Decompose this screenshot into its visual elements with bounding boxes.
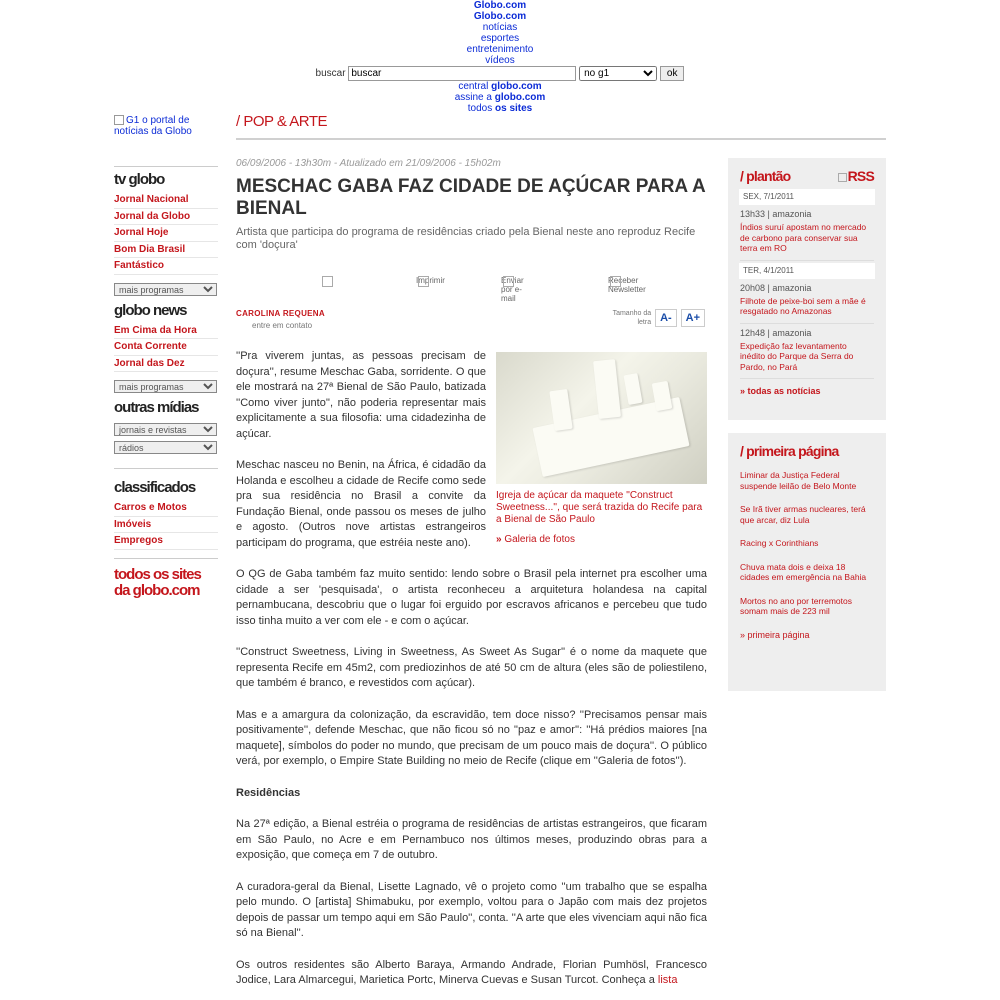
section-divider	[236, 138, 886, 140]
nav-noticias[interactable]: notícias	[482, 22, 518, 33]
photo-sugar-tower	[624, 373, 643, 405]
headline-link[interactable]: Se Irã tiver armas nucleares, terá que arcar, diz Lula	[740, 504, 866, 525]
article-paragraph: Meschac nasceu no Benin, na África, é cidadão da Holanda e escolheu a cidade de Recife como sede pra sua residência no Brasil a convite da Fundação Bienal, onde passou os meses de julho e agosto. (Outros nove artistas estrangeiros participam do programa, que estréia neste ano).	[236, 459, 486, 549]
news-tag: amazonia	[772, 327, 812, 338]
sugar-model-photo[interactable]	[496, 352, 707, 484]
all-news-link[interactable]: » todas as notícias	[740, 386, 821, 396]
newsletter-label: Receber Newsletter	[608, 276, 646, 294]
plantao-box	[728, 158, 886, 420]
search-ok-button[interactable]: ok	[660, 66, 685, 81]
sidebar-divider	[114, 166, 218, 167]
photo-sugar-tower	[593, 359, 621, 419]
nav-esportes[interactable]: esportes	[480, 33, 520, 44]
news-item[interactable]	[740, 205, 874, 261]
sidebar-item-jornal-da-globo[interactable]: Jornal da Globo	[114, 209, 218, 226]
globonews-more-select[interactable]	[114, 380, 217, 393]
news-time-value: 12h48	[740, 327, 766, 338]
radios-select[interactable]	[114, 441, 217, 454]
primeira-pagina-link[interactable]: » primeira página	[740, 629, 810, 640]
font-decrease-button[interactable]: A-	[655, 309, 677, 327]
search-input[interactable]	[348, 66, 576, 81]
article-subheading: Residências	[236, 786, 301, 799]
contact-link[interactable]: entre em contato	[252, 321, 313, 330]
news-title[interactable]: Filhote de peixe-boi sem a mãe é resgatado no Amazonas	[740, 295, 866, 316]
search-label: buscar	[315, 68, 346, 79]
news-title[interactable]: Índios suruí apostam no mercado de carbono para conservar sua terra em RO	[740, 222, 867, 253]
day-bar: SEX, 7/1/2011	[739, 189, 875, 205]
sidebar-item-empregos[interactable]: Empregos	[114, 533, 218, 550]
globo-brand-link[interactable]: Globo.com	[473, 0, 527, 11]
gallery-link[interactable]	[496, 532, 707, 548]
section-slash: /	[236, 113, 240, 130]
sidebar-divider	[114, 468, 218, 469]
font-size-controls	[611, 309, 705, 327]
article-paragraph: Na 27ª edição, a Bienal estréia o programa de residências de artistas estrangeiros, que ficaram em São Paulo, no Acre e em Pernambuco nos últimos meses, produzindo obras para a exposição, que começa em 7 de outubro.	[236, 818, 707, 861]
news-item[interactable]	[740, 279, 874, 324]
central-globo-link[interactable]	[458, 81, 541, 92]
nav-entretenimento[interactable]: entretenimento	[466, 44, 534, 55]
globo-top-bar	[0, 0, 1000, 66]
article-subhead: Artista que participa do programa de residências criado pela Bienal neste ano reproduz Recife com 'doçura'	[236, 226, 696, 251]
g1-logo-link[interactable]	[114, 115, 224, 137]
residents-list-link[interactable]: lista	[657, 974, 678, 986]
plantao-title-text: / plantão	[740, 168, 791, 184]
jornais-revistas-select[interactable]	[114, 423, 217, 436]
article	[236, 158, 707, 1000]
primeira-pagina-title: / primeira página	[740, 443, 839, 459]
article-paragraph: A curadora-geral da Bienal, Lisette Lagnado, vê o projeto como ''um trabalho que se espalha pelo mundo. O [artista] Shimabuku, por exemplo, voltou para o Japão com mais dez projetos depois de passar um tempo aqui em São Paulo'', conta. ''A arte que eles vivenciam aqui não fica só na Bienal''.	[236, 880, 707, 939]
article-body	[236, 349, 707, 989]
article-headline: MESCHAC GABA FAZ CIDADE DE AÇÚCAR PARA A BIENAL	[236, 176, 706, 219]
rss-link[interactable]	[838, 168, 874, 184]
newsletter-icon	[610, 276, 621, 287]
email-icon	[503, 276, 514, 287]
plantao-title	[740, 158, 874, 189]
primeira-pagina-box	[728, 433, 886, 691]
news-item[interactable]	[740, 324, 874, 380]
tvglobo-more-select[interactable]	[114, 283, 217, 296]
central-bold: globo.com	[491, 81, 542, 92]
gallery-link-label: Galeria de fotos	[504, 534, 575, 545]
broken-image-icon	[114, 115, 124, 125]
article-paragraph: Mas e a amargura da colonização, da escravidão, tem doce nisso? ''Precisamos pensar mais positivamente'', defende Meschac, que não ficou só no ''paz e amor'': ''Há prédios maiores [na maquete], símbolos do poder no mundo, que precisam de um pouco mais de doçura''. O público verá, por exemplo, o Empire State Building no meio de Recife (clique em ''Galeria de fotos'').	[236, 708, 707, 767]
rss-label: RSS	[847, 168, 874, 184]
headline-link[interactable]: Chuva mata dois e deixa 18 cidades em emergência na Bahia	[740, 561, 867, 582]
sidebar-item-conta-corrente[interactable]: Conta Corrente	[114, 339, 218, 356]
todos-bold: os sites	[495, 103, 533, 114]
font-increase-button[interactable]: A+	[681, 309, 705, 327]
search-bar	[0, 66, 1000, 81]
logo-alt-text: G1 o portal de notícias da Globo	[114, 115, 192, 137]
search-scope-select[interactable]	[579, 66, 657, 81]
print-icon	[418, 276, 429, 287]
classificados-heading: classificados	[114, 479, 196, 496]
headline-link[interactable]: Racing x Corinthians	[740, 538, 819, 548]
article-timestamp: 06/09/2006 - 13h30m - Atualizado em 21/09/2006 - 15h02m	[236, 158, 501, 169]
assine-globo-link[interactable]	[455, 92, 546, 103]
todos-pre: todos	[467, 103, 495, 114]
headline-link[interactable]: Liminar da Justiça Federal suspende leilão de Belo Monte	[740, 470, 857, 491]
news-time: 12h48 | amazonia	[740, 327, 812, 338]
globonews-heading: globo news	[114, 301, 187, 319]
article-paragraph: ''Pra viverem juntas, as pessoas precisam de doçura'', resume Meschac Gaba, sorridente. O que ele mostrará na 27ª Bienal de São Paulo, batizada ''Como viver junto'', não poderia representar mais explicitamente a sua filosofia: uma cidadezinha de açúcar.	[236, 350, 486, 440]
headline-link[interactable]: Mortos no ano por terremotos somam mais de 223 mil	[740, 595, 852, 616]
news-time: 20h08 | amazonia	[740, 282, 812, 293]
article-toolbar	[236, 276, 707, 303]
photo-sugar-tower	[652, 381, 673, 411]
news-time-value: 13h33	[740, 209, 766, 219]
nav-videos[interactable]: vídeos	[485, 55, 515, 66]
news-tag: amazonia	[772, 282, 812, 293]
sidebar-item-em-cima-da-hora[interactable]: Em Cima da Hora	[114, 323, 218, 340]
author-row	[236, 309, 707, 349]
todos-sites-globo-link[interactable]: todos os sites da globo.com	[114, 565, 201, 599]
left-sidebar	[114, 166, 218, 603]
font-size-label: Tamanho da letra	[612, 310, 652, 326]
rss-icon	[838, 173, 847, 182]
sidebar-item-imoveis[interactable]: Imóveis	[114, 517, 218, 534]
globo-links	[0, 81, 1000, 114]
globo-brand-link-2[interactable]: Globo.com	[473, 11, 527, 22]
assine-bold: globo.com	[494, 92, 546, 103]
news-time: 13h33 | amazonia	[740, 209, 812, 219]
article-paragraph-last	[236, 958, 707, 989]
sidebar-item-jornal-nacional[interactable]: Jornal Nacional	[114, 192, 218, 209]
paragraph-text: Os outros residentes são Alberto Baraya, Armando Andrade, Florian Pumhösl, Francesco Jodice, Lara Almarcegui, Marietica Portc, Minerva Cuevas e Susan Turcot. Conheça a	[236, 958, 707, 986]
todos-sites-link[interactable]	[468, 103, 533, 114]
news-tag: amazonia	[772, 209, 812, 219]
article-paragraph: O QG de Gaba também faz muito sentido: lendo sobre o Brasil pela internet pra escolher uma cidade a ser 'pesquisada', o artista reconheceu a arquitetura holandesa na capital pernambucana, descobriu que o lugar foi erguido por escravos africanos e percebeu que tudo isso tinha muito a ver com ele - e com o açúcar.	[236, 568, 707, 627]
section-title	[236, 113, 327, 130]
email-label: Enviar por e-mail	[501, 276, 524, 303]
day-bar: TER, 4/1/2011	[739, 263, 875, 279]
broken-image-icon	[322, 276, 333, 287]
news-time-value: 20h08	[740, 282, 766, 293]
gallery-marker: »	[496, 534, 502, 545]
print-label: Imprimir	[416, 276, 445, 285]
central-pre: central	[458, 81, 492, 92]
assine-pre: assine a	[454, 92, 495, 103]
photo-box	[496, 352, 707, 548]
sidebar-item-jornal-hoje[interactable]: Jornal Hoje	[114, 225, 218, 242]
outras-midias-heading: outras mídias	[114, 399, 199, 416]
sidebar-item-jornal-das-dez[interactable]: Jornal das Dez	[114, 356, 218, 373]
news-title[interactable]: Expedição faz levantamento inédito do Parque da Serra do Pardo, no Pará	[740, 340, 854, 372]
tvglobo-heading: tv globo	[114, 171, 165, 188]
author-name: CAROLINA REQUENA	[236, 309, 325, 318]
section-link-pop-arte[interactable]: POP & ARTE	[243, 113, 327, 130]
sidebar-item-fantastico[interactable]: Fantástico	[114, 258, 218, 275]
sidebar-item-carros-motos[interactable]: Carros e Motos	[114, 500, 218, 517]
sidebar-divider	[114, 558, 218, 559]
sidebar-item-bom-dia-brasil[interactable]: Bom Dia Brasil	[114, 242, 218, 259]
article-paragraph: ''Construct Sweetness, Living in Sweetness, As Sweet As Sugar'' é o nome da maquete que representa Recife em 45m2, com prediozinhos de até 50 cm de altura (eles são de poliestileno, que também é branco, e revestidos com açúcar).	[236, 646, 707, 689]
photo-caption: Igreja de açúcar da maquete ''Construct Sweetness...'', que será trazida do Recife para a Bienal de São Paulo	[496, 490, 703, 525]
